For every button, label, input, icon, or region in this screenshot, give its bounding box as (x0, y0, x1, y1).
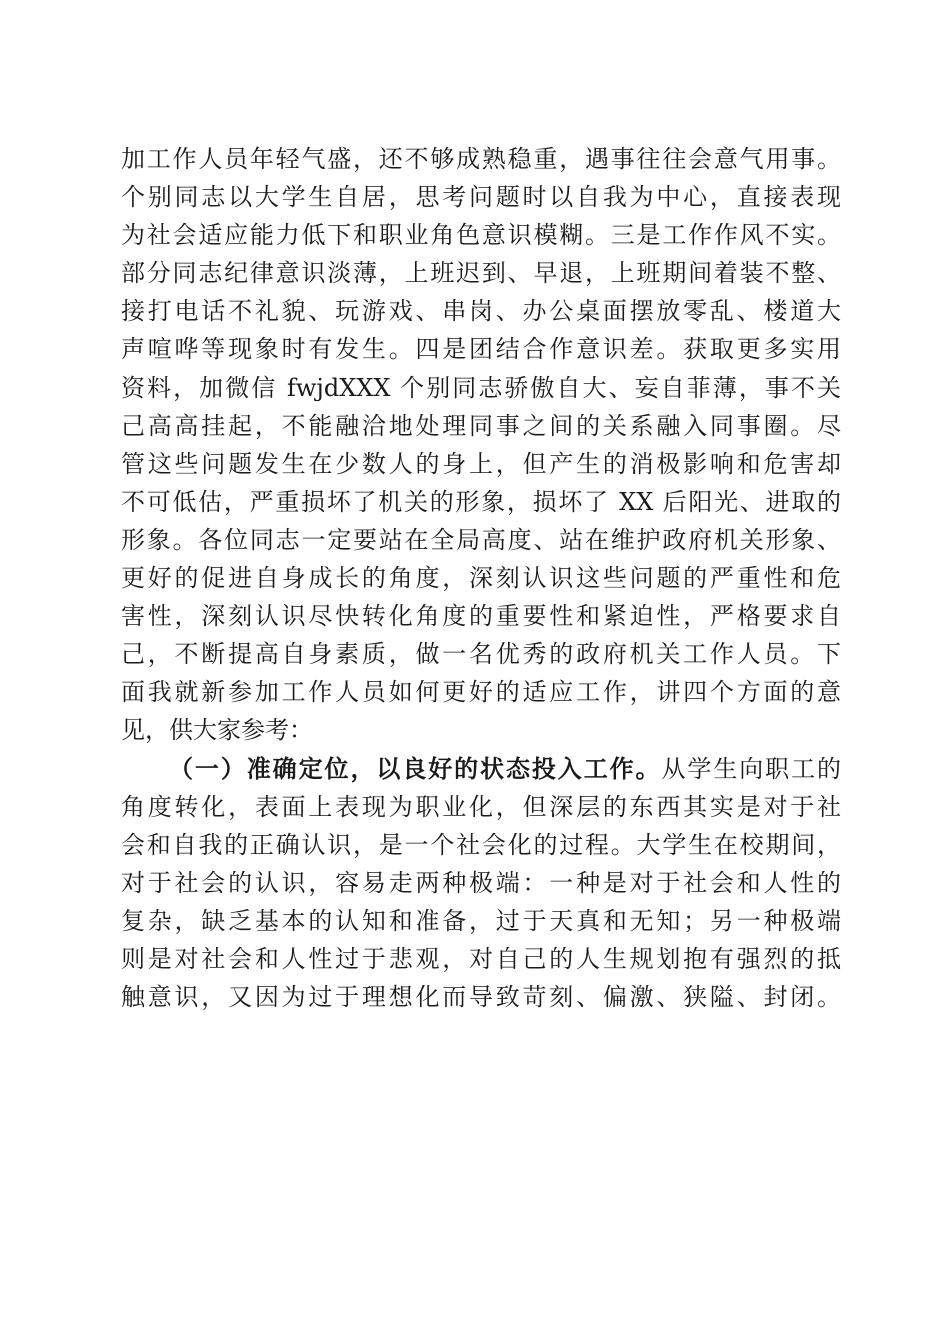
paragraph-line: 会和自我的正确认识，是一个社会化的过程。大学生在校期间， (121, 830, 841, 859)
paragraph-line: 角度转化，表面上表现为职业化，但深层的东西其实是对于社 (121, 792, 841, 821)
paragraph-line: 见，供大家参考： (121, 716, 313, 745)
paragraph-line: 害性，深刻认识尽快转化角度的重要性和紧迫性，严格要求自 (121, 602, 841, 631)
paragraph-line: 形象。各位同志一定要站在全局高度、站在维护政府机关形象、 (121, 525, 841, 554)
paragraph-line: 加工作人员年轻气盛，还不够成熟稳重，遇事往往会意气用事。 (121, 145, 841, 173)
paragraph-line: 为社会适应能力低下和职业角色意识模糊。三是工作作风不实。 (121, 221, 841, 250)
paragraph-line: 个别同志以大学生自居，思考问题时以自我为中心，直接表现 (121, 183, 841, 212)
body-text (121, 140, 841, 1016)
section-one-first-line-text: 从学生向职工的 (661, 754, 842, 783)
paragraph-line: 接打电话不礼貌、玩游戏、串岗、办公桌面摆放零乱、楼道大 (121, 297, 841, 326)
paragraph-line: 部分同志纪律意识淡薄，上班迟到、早退，上班期间着装不整、 (121, 259, 841, 288)
paragraph-line: 则是对社会和人性过于悲观，对自己的人生规划抱有强烈的抵 (121, 944, 841, 973)
paragraph-line: 更好的促进自身成长的角度，深刻认识这些问题的严重性和危 (121, 564, 841, 593)
paragraph-line: 管这些问题发生在少数人的身上，但产生的消极影响和危害却 (121, 449, 841, 478)
paragraph-line: 声喧哗等现象时有发生。四是团结合作意识差。获取更多实用 (121, 335, 841, 364)
paragraph-line: 资料，加微信 fwjdXXX 个别同志骄傲自大、妄自菲薄，事不关 (121, 373, 841, 402)
paragraph-line: 己，不断提高自身素质，做一名优秀的政府机关工作人员。下 (121, 640, 841, 669)
section-one-heading: （一）准确定位，以良好的状态投入工作。 (169, 753, 662, 783)
paragraph-line: 对于社会的认识，容易走两种极端：一种是对于社会和人性的 (121, 868, 841, 897)
paragraph-line: 不可低估，严重损坏了机关的形象，损坏了 XX 后阳光、进取的 (121, 487, 841, 516)
paragraph-line: 面我就新参加工作人员如何更好的适应工作，讲四个方面的意 (121, 678, 841, 707)
paragraph-line: 己高高挂起，不能融洽地处理同事之间的关系融入同事圈。尽 (121, 411, 841, 440)
paragraph-line: 触意识，又因为过于理想化而导致苛刻、偏激、狭隘、封闭。 (121, 983, 841, 1012)
section-one-first-line (121, 750, 841, 788)
paragraph-line: 复杂，缺乏基本的认知和准备，过于天真和无知；另一种极端 (121, 906, 841, 935)
